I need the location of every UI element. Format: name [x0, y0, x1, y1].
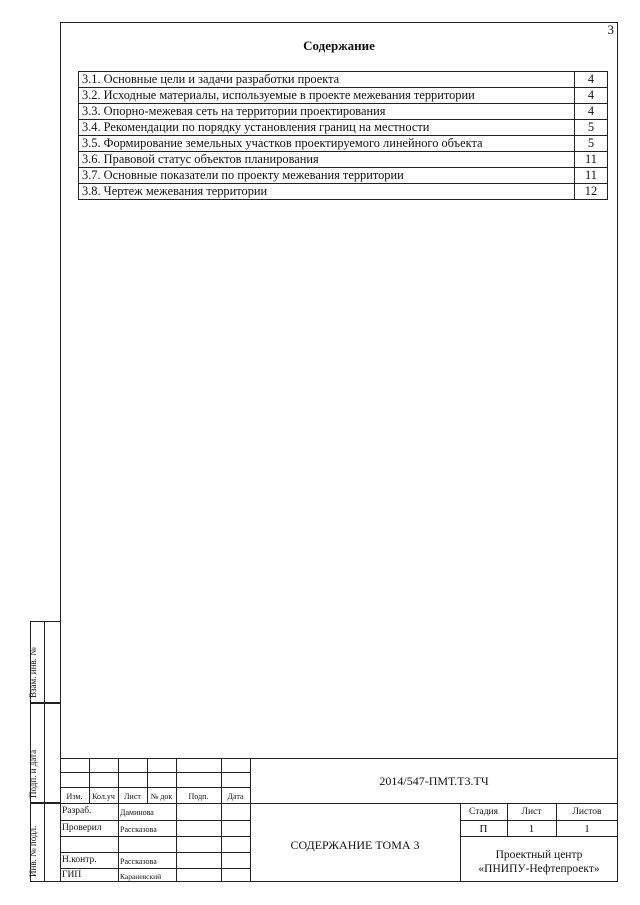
toc-entry-title: 3.4. Рекомендации по порядку установления границ на местности	[79, 120, 575, 136]
org-line2: «ПНИПУ-Нефтепроект»	[478, 863, 600, 875]
header-podp: Подп.	[188, 792, 209, 801]
header-list: Лист	[124, 792, 141, 801]
toc-entry-title: 3.6. Правовой статус объектов планирования	[79, 152, 575, 168]
page-title: Содержание	[303, 38, 375, 53]
org-line1: Проектный центр	[495, 849, 583, 861]
side-stamp-inv-label: Инв. № подл.	[28, 825, 38, 877]
toc-row	[79, 72, 608, 88]
name-gip: Караневский	[120, 872, 162, 881]
sheet-number: 3	[607, 22, 614, 37]
toc-entry-title: 3.5. Формирование земельных участков проектируемого линейного объекта	[79, 136, 575, 152]
sheet-value: 1	[528, 823, 535, 835]
toc-row	[79, 184, 608, 200]
side-stamp-vzam-label: Взам. инв. №	[28, 647, 38, 698]
header-data: Дата	[227, 792, 244, 801]
header-ndok: № док	[150, 792, 173, 801]
doc-code: 2014/547-ПМТ.Т3.ТЧ	[379, 774, 489, 788]
stage-value: П	[479, 823, 488, 835]
toc-entry-page: 4	[575, 72, 608, 88]
toc-entry-title: 3.3. Опорно-межевая сеть на территории проектирования	[79, 104, 575, 120]
toc-entry-page: 12	[575, 184, 608, 200]
side-stamp-inv	[30, 803, 60, 882]
toc-entry-page: 5	[575, 136, 608, 152]
toc-row	[79, 136, 608, 152]
toc-entry-page: 11	[575, 168, 608, 184]
toc-entry-title: 3.8. Чертеж межевания территории	[79, 184, 575, 200]
name-razrab: Даминова	[120, 808, 154, 817]
title-block	[60, 758, 618, 882]
role-gip: ГИП	[62, 870, 82, 880]
toc-row	[79, 104, 608, 120]
toc-row	[79, 168, 608, 184]
role-proveril: Проверил	[62, 823, 102, 833]
role-nkontr: Н.контр.	[62, 855, 97, 865]
side-stamp-podp-label: Подп. и дата	[28, 749, 38, 798]
organization	[460, 848, 618, 876]
toc-table	[78, 71, 608, 200]
toc-entry-page: 4	[575, 88, 608, 104]
stage-label: Стадия	[469, 807, 498, 817]
toc-row	[79, 152, 608, 168]
name-proveril: Рассказова	[120, 825, 157, 834]
name-nkontr: Рассказова	[120, 857, 157, 866]
role-razrab: Разраб.	[62, 806, 92, 816]
toc-entry-title: 3.1. Основные цели и задачи разработки проекта	[79, 72, 575, 88]
header-kol: Кол.уч	[92, 792, 115, 801]
toc-entry-page: 5	[575, 120, 608, 136]
header-izm: Изм.	[66, 792, 83, 801]
side-stamp-vzam	[30, 621, 60, 703]
toc-entry-page: 11	[575, 152, 608, 168]
sheets-value: 1	[584, 823, 590, 835]
toc-entry-title: 3.7. Основные показатели по проекту межевания территории	[79, 168, 575, 184]
toc-row	[79, 88, 608, 104]
toc-entry-title: 3.2. Исходные материалы, используемые в проекте межевания территории	[79, 88, 575, 104]
side-stamp-podp	[30, 703, 60, 803]
sheets-label: Листов	[572, 807, 602, 817]
toc-row	[79, 120, 608, 136]
toc-entry-page: 4	[575, 104, 608, 120]
sheet-label: Лист	[521, 807, 542, 817]
doc-name: СОДЕРЖАНИЕ ТОМА 3	[290, 838, 420, 852]
